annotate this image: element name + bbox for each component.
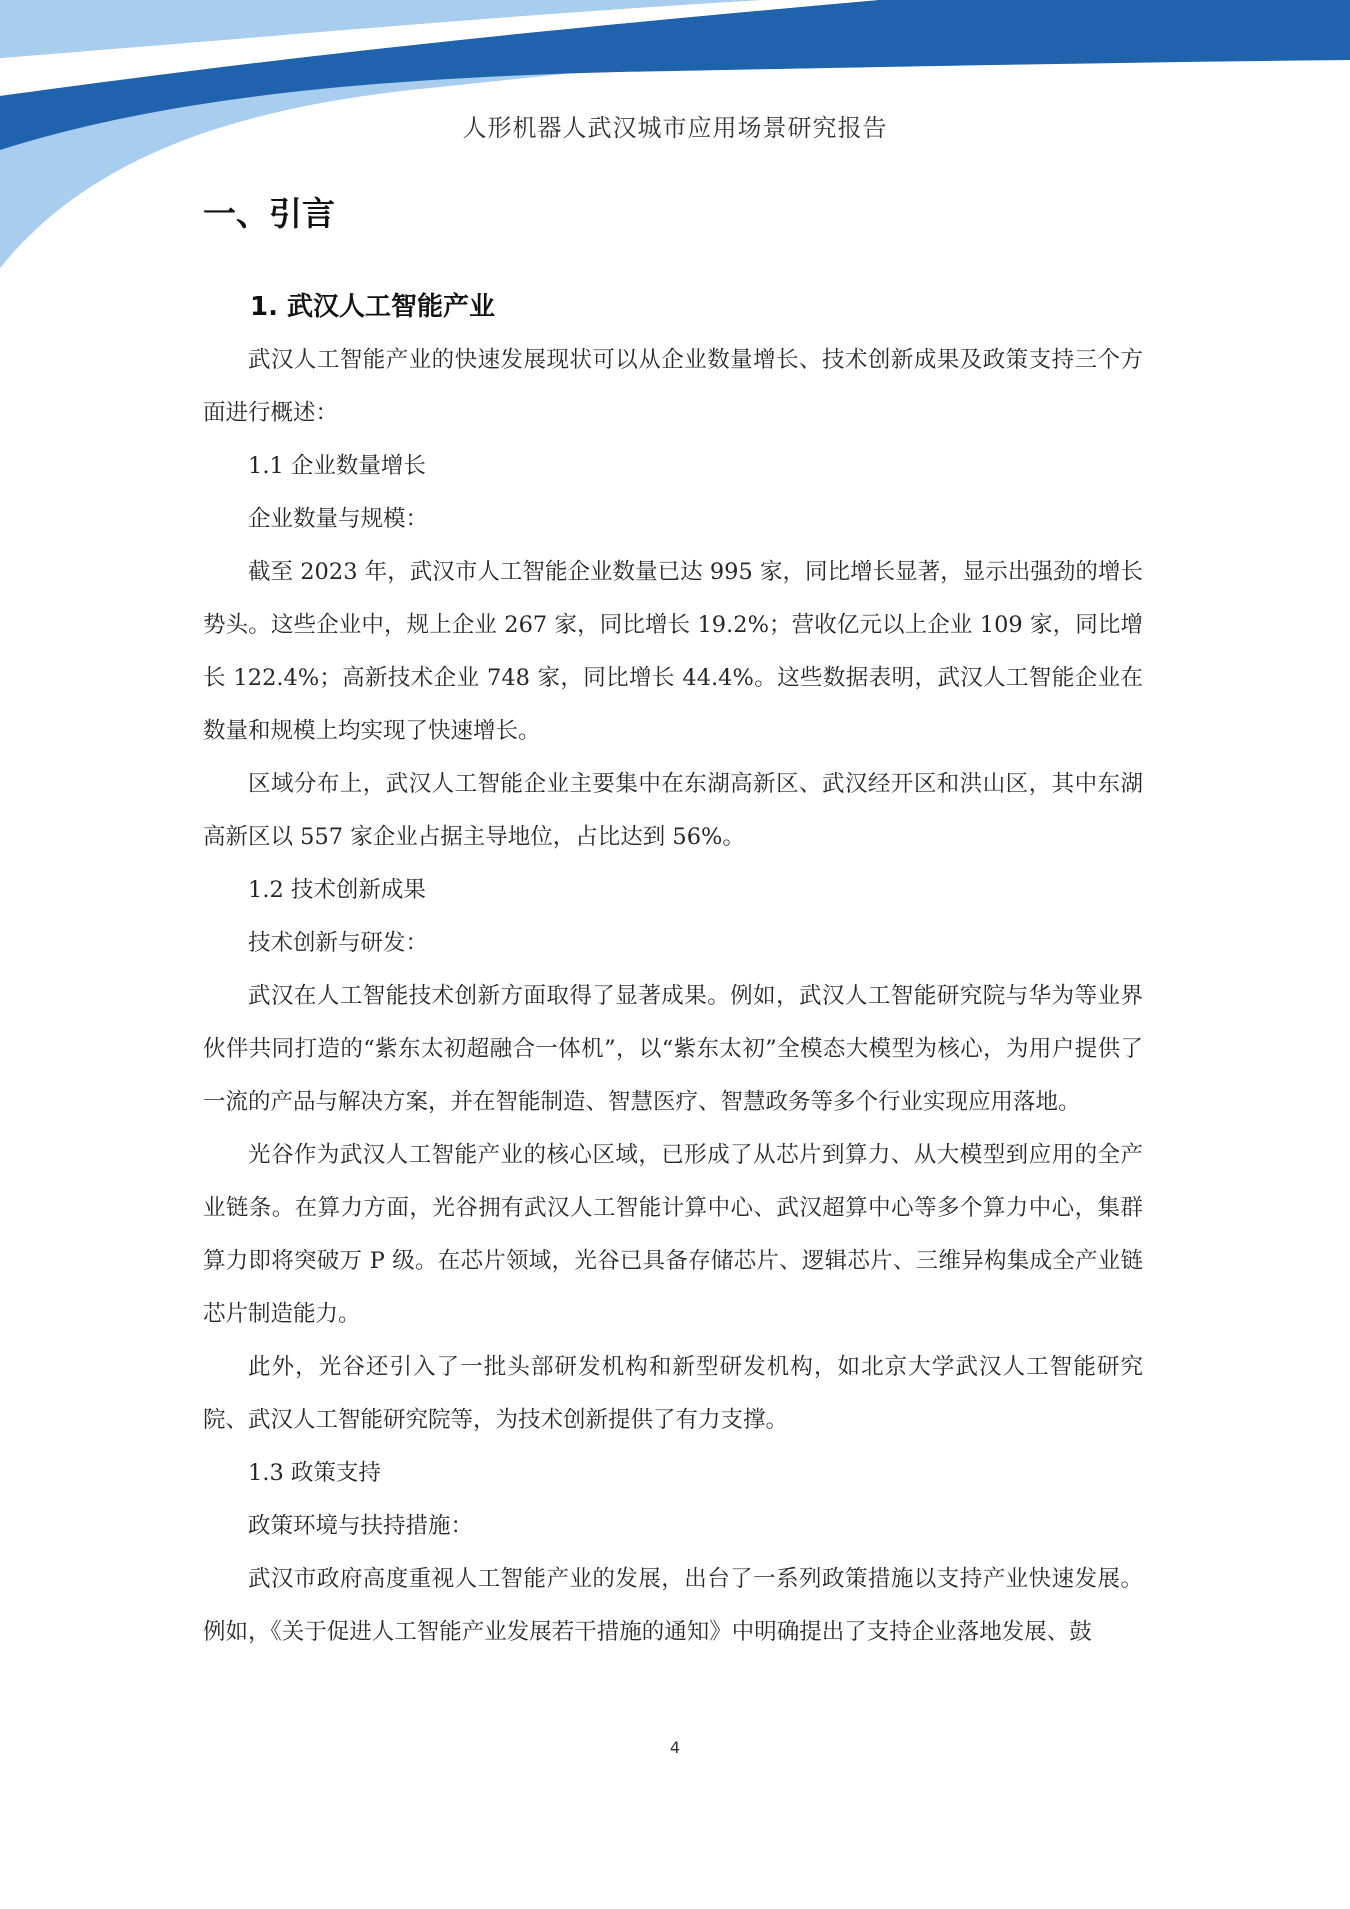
subsection-heading-1-1: 1.1 企业数量增长 (248, 453, 426, 479)
subsection-heading-1-3: 1.3 政策支持 (248, 1460, 381, 1486)
body-text (203, 334, 1143, 1659)
subsection-heading-1-2: 1.2 技术创新成果 (248, 877, 426, 903)
subheading-policy: 政策环境与扶持措施： (248, 1513, 474, 1539)
section-title: 1. 武汉人工智能产业 (250, 292, 496, 322)
page-number: 4 (669, 1738, 681, 1757)
paragraph-intro: 武汉人工智能产业的快速发展现状可以从企业数量增长、技术创新成果及政策支持三个方面进行概述： (203, 347, 1143, 426)
paragraph-regional-distribution: 区域分布上，武汉人工智能企业主要集中在东湖高新区、武汉经开区和洪山区，其中东湖高新区以 557 家企业占据主导地位，占比达到 56%。 (203, 771, 1143, 850)
subheading-enterprise-scale: 企业数量与规模： (248, 506, 429, 532)
subheading-innovation: 技术创新与研发： (248, 930, 429, 956)
paragraph-policy-measures: 武汉市政府高度重视人工智能产业的发展，出台了一系列政策措施以支持产业快速发展。例如，《关于促进人工智能产业发展若干措施的通知》中明确提出了支持企业落地发展、鼓 (203, 1566, 1143, 1645)
paragraph-enterprise-stats: 截至 2023 年，武汉市人工智能企业数量已达 995 家，同比增长显著，显示出强劲的增长势头。这些企业中，规上企业 267 家，同比增长 19.2%；营收亿元以上企业 109 家，同比增长 122.4%；高新技术企业 748 家，同比增长 44.4%。这些数据表明，武汉人工智能企业在数量和规模上均实现了快速增长。 (203, 559, 1143, 744)
running-header: 人形机器人武汉城市应用场景研究报告 (462, 114, 888, 142)
paragraph-optics-valley: 光谷作为武汉人工智能产业的核心区域，已形成了从芯片到算力、从大模型到应用的全产业链条。在算力方面，光谷拥有武汉人工智能计算中心、武汉超算中心等多个算力中心，集群算力即将突破万 P 级。在芯片领域，光谷已具备存储芯片、逻辑芯片、三维异构集成全产业链芯片制造能力。 (203, 1142, 1143, 1327)
paragraph-research-institutes: 此外，光谷还引入了一批头部研发机构和新型研发机构，如北京大学武汉人工智能研究院、武汉人工智能研究院等，为技术创新提供了有力支撑。 (203, 1354, 1143, 1433)
paragraph-innovation-results: 武汉在人工智能技术创新方面取得了显著成果。例如，武汉人工智能研究院与华为等业界伙伴共同打造的“紫东太初超融合一体机”，以“紫东太初”全模态大模型为核心，为用户提供了一流的产品与解决方案，并在智能制造、智慧医疗、智慧政务等多个行业实现应用落地。 (203, 983, 1143, 1115)
chapter-title: 一、引言 (203, 194, 335, 233)
